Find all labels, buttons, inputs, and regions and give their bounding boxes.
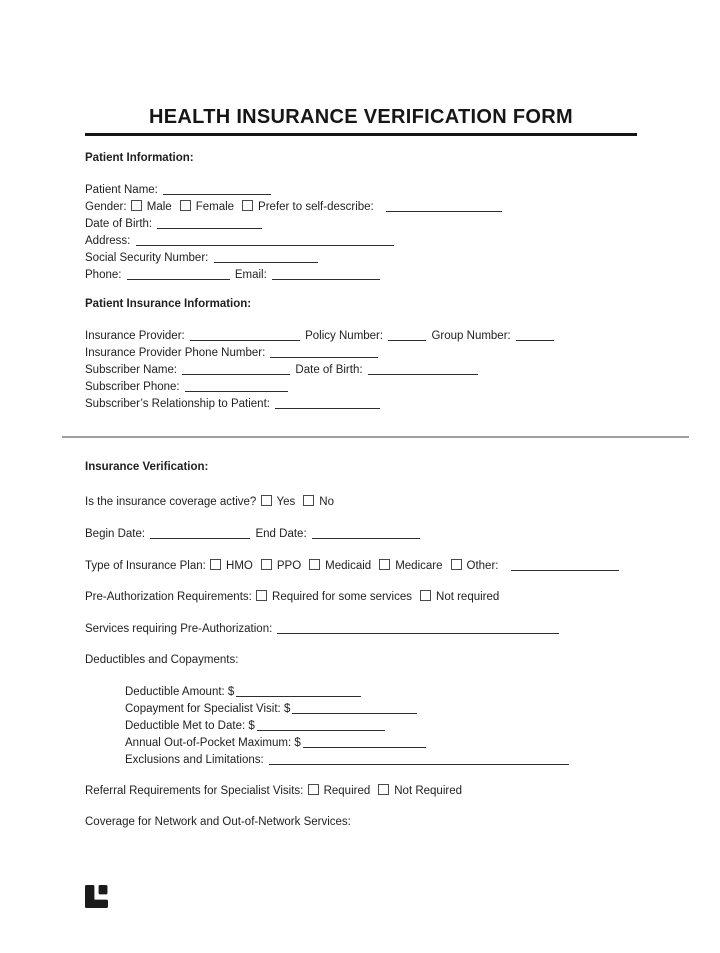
insurance-provider-phone-line-label: Insurance Provider Phone Number:: [85, 347, 269, 359]
phone-email-line: [85, 266, 637, 283]
plan-type-line-blank-field[interactable]: [511, 559, 619, 571]
coverage-active-line: [85, 494, 637, 510]
section-divider: [62, 436, 689, 438]
address-line: [85, 232, 637, 249]
insurance-provider-line-blank-field[interactable]: [516, 329, 554, 341]
checkbox-label-medicaid: Medicaid: [325, 560, 372, 572]
exclusions-limitations-line-blank-field[interactable]: [269, 753, 569, 765]
checkbox-label-hmo: HMO: [226, 560, 253, 572]
gender-line-option-female: [179, 201, 234, 213]
phone-email-line-label: Phone:: [85, 269, 125, 281]
subscriber-name-line-blank-field[interactable]: [182, 363, 290, 375]
patient-name-line: [85, 181, 637, 198]
checkbox-label-no: No: [319, 496, 334, 508]
plan-type-line-option-other: [450, 560, 502, 572]
insurance-provider-line-label: Policy Number:: [301, 330, 387, 342]
checkbox-label-prefer-to-self-describe: Prefer to self-describe:: [258, 201, 377, 213]
address-line-label: Address:: [85, 235, 134, 247]
checkbox-label-not-required: Not required: [436, 591, 500, 603]
checkbox-icon-required[interactable]: [308, 784, 319, 795]
insurance-provider-line: [85, 327, 637, 344]
insurance-provider-line-blank-field[interactable]: [388, 329, 426, 341]
patient-name-line-blank-field[interactable]: [163, 183, 271, 195]
section-patient-information: [85, 150, 637, 283]
plan-type-line: [85, 557, 637, 574]
subscriber-phone-line-label: Subscriber Phone:: [85, 381, 183, 393]
phone-email-line-blank-field[interactable]: [272, 268, 380, 280]
date-of-birth-line-blank-field[interactable]: [157, 217, 262, 229]
legal-templates-logo-icon: [85, 885, 108, 908]
heading-insurance-verification: Insurance Verification:: [85, 461, 209, 473]
insurance-provider-phone-line: [85, 344, 637, 361]
subscriber-phone-line: [85, 378, 637, 395]
deductible-met-line: [85, 717, 637, 734]
section-patient-insurance-information: [85, 296, 637, 412]
deductible-met-line-label: Deductible Met to Date: $: [125, 720, 255, 732]
gender-line: [85, 198, 637, 215]
annual-out-of-pocket-line-label: Annual Out-of-Pocket Maximum: $: [125, 737, 301, 749]
subscriber-relationship-line: [85, 395, 637, 412]
referral-requirements-line: [85, 783, 637, 799]
insurance-provider-line-label: Insurance Provider:: [85, 330, 188, 342]
coverage-active-line-option-yes: [260, 496, 296, 508]
checkbox-icon-other[interactable]: [451, 559, 462, 570]
section-insurance-verification: [85, 459, 637, 830]
heading-patient-information: Patient Information:: [85, 152, 194, 164]
date-of-birth-line: [85, 215, 637, 232]
subscriber-name-line-label: Date of Birth:: [292, 364, 366, 376]
pre-authorization-line: [85, 589, 637, 605]
checkbox-icon-female[interactable]: [180, 200, 191, 211]
referral-requirements-line-label: Referral Requirements for Specialist Visits:: [85, 785, 307, 797]
deductibles-copayments-label-line-label: Deductibles and Copayments:: [85, 654, 239, 666]
pre-authorization-line-label: Pre-Authorization Requirements:: [85, 591, 256, 603]
checkbox-label-not-required: Not Required: [394, 785, 463, 797]
plan-type-line-option-hmo: [209, 560, 253, 572]
date-of-birth-line-label: Date of Birth:: [85, 218, 156, 230]
annual-out-of-pocket-line: [85, 734, 637, 751]
begin-end-date-line-label: End Date:: [252, 528, 310, 540]
page-footer: [85, 885, 637, 913]
checkbox-label-female: Female: [195, 201, 235, 213]
ssn-line-blank-field[interactable]: [214, 251, 318, 263]
checkbox-icon-medicaid[interactable]: [309, 559, 320, 570]
network-coverage-line: [85, 814, 637, 830]
exclusions-limitations-line-label: Exclusions and Limitations:: [125, 754, 267, 766]
subscriber-name-line-label: Subscriber Name:: [85, 364, 181, 376]
pre-authorization-line-option-not-required: [419, 591, 499, 603]
deductible-met-line-blank-field[interactable]: [257, 719, 385, 731]
insurance-provider-line-label: Group Number:: [428, 330, 514, 342]
subscriber-phone-line-blank-field[interactable]: [185, 380, 288, 392]
ssn-line: [85, 249, 637, 266]
checkbox-icon-hmo[interactable]: [210, 559, 221, 570]
checkbox-icon-required-for-some-services[interactable]: [256, 590, 267, 601]
plan-type-line-option-medicaid: [308, 560, 371, 572]
gender-line-option-prefer-to-self-describe: [241, 201, 377, 213]
heading-patient-insurance-information: Patient Insurance Information:: [85, 298, 252, 310]
subscriber-name-line: [85, 361, 637, 378]
form-header: [85, 106, 637, 136]
services-pre-authorization-line-label: Services requiring Pre-Authorization:: [85, 623, 276, 635]
begin-end-date-line: [85, 525, 637, 542]
form-title: HEALTH INSURANCE VERIFICATION FORM: [149, 106, 573, 128]
subscriber-relationship-line-label: Subscriber’s Relationship to Patient:: [85, 398, 274, 410]
begin-end-date-line-blank-field[interactable]: [150, 527, 250, 539]
gender-line-option-male: [130, 201, 172, 213]
pre-authorization-line-option-required-for-some-services: [255, 591, 412, 603]
deductible-amount-line-label: Deductible Amount: $: [125, 686, 235, 698]
insurance-provider-line-blank-field[interactable]: [190, 329, 300, 341]
checkbox-icon-medicare[interactable]: [379, 559, 390, 570]
plan-type-line-label: Type of Insurance Plan:: [85, 560, 210, 572]
phone-email-line-label: Email:: [231, 269, 270, 281]
checkbox-label-male: Male: [146, 201, 172, 213]
address-line-blank-field[interactable]: [136, 234, 394, 246]
begin-end-date-line-blank-field[interactable]: [312, 527, 420, 539]
deductible-amount-line-blank-field[interactable]: [236, 685, 361, 697]
gender-line-label: Gender:: [85, 201, 130, 213]
gender-line-blank-field[interactable]: [386, 200, 502, 212]
referral-requirements-line-option-not-required: [377, 785, 462, 797]
deductibles-copayments-label-line: [85, 652, 637, 668]
patient-name-line-label: Patient Name:: [85, 184, 162, 196]
insurance-provider-phone-line-blank-field[interactable]: [270, 346, 378, 358]
deductible-amount-line: [85, 683, 637, 700]
checkbox-label-medicare: Medicare: [395, 560, 443, 572]
ssn-line-label: Social Security Number:: [85, 252, 212, 264]
copayment-specialist-line: [85, 700, 637, 717]
checkbox-label-other: Other:: [466, 560, 502, 572]
checkbox-icon-no[interactable]: [303, 495, 314, 506]
checkbox-icon-not-required[interactable]: [378, 784, 389, 795]
checkbox-icon-ppo[interactable]: [261, 559, 272, 570]
form-body: [85, 150, 637, 830]
checkbox-label-required-for-some-services: Required for some services: [272, 591, 413, 603]
referral-requirements-line-option-required: [307, 785, 371, 797]
annual-out-of-pocket-line-blank-field[interactable]: [303, 736, 426, 748]
checkbox-icon-yes[interactable]: [261, 495, 272, 506]
subscriber-relationship-line-blank-field[interactable]: [275, 397, 380, 409]
exclusions-limitations-line: [85, 751, 637, 768]
network-coverage-line-label: Coverage for Network and Out-of-Network Services:: [85, 816, 351, 828]
coverage-active-line-label: Is the insurance coverage active?: [85, 496, 260, 508]
begin-end-date-line-label: Begin Date:: [85, 528, 149, 540]
checkbox-icon-male[interactable]: [131, 200, 142, 211]
checkbox-label-yes: Yes: [276, 496, 296, 508]
phone-email-line-blank-field[interactable]: [127, 268, 230, 280]
coverage-active-line-option-no: [302, 496, 334, 508]
plan-type-line-option-medicare: [378, 560, 442, 572]
copayment-specialist-line-label: Copayment for Specialist Visit: $: [125, 703, 291, 715]
checkbox-label-ppo: PPO: [276, 560, 302, 572]
plan-type-line-option-ppo: [260, 560, 301, 572]
checkbox-label-required: Required: [323, 785, 371, 797]
copayment-specialist-line-blank-field[interactable]: [292, 702, 417, 714]
checkbox-icon-prefer-to-self-describe[interactable]: [242, 200, 253, 211]
checkbox-icon-not-required[interactable]: [420, 590, 431, 601]
subscriber-name-line-blank-field[interactable]: [368, 363, 478, 375]
services-pre-authorization-line: [85, 620, 637, 637]
services-pre-authorization-line-blank-field[interactable]: [277, 622, 559, 634]
